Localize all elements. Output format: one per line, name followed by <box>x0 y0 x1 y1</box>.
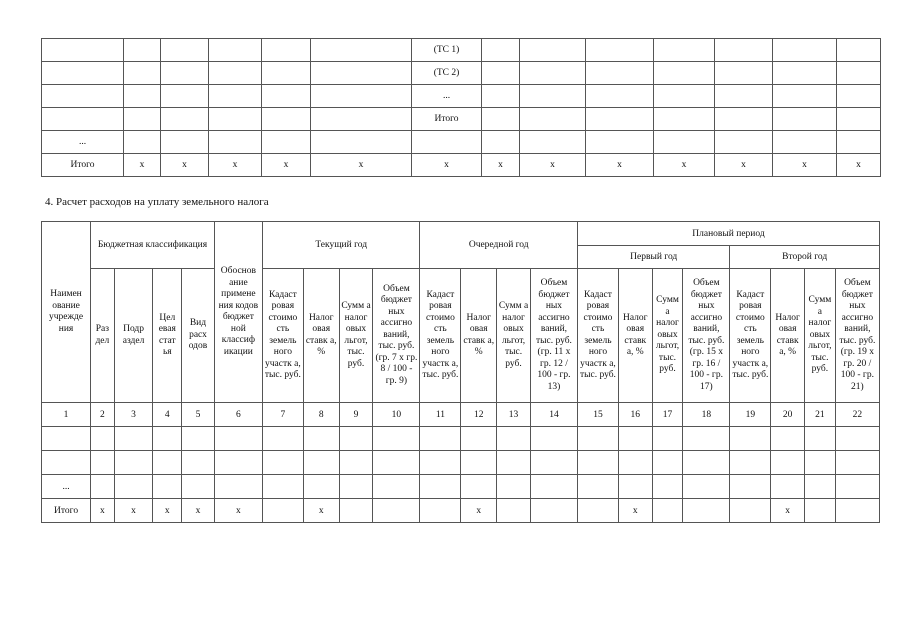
header-first-year: Первый год <box>578 246 730 269</box>
table-cell <box>482 62 520 85</box>
table-row <box>42 131 881 154</box>
table-cell: х <box>182 499 215 523</box>
table-cell <box>303 475 339 499</box>
column-number: 17 <box>652 403 683 427</box>
table-cell <box>124 131 161 154</box>
header-razdel: Раз дел <box>91 269 115 403</box>
table-cell <box>209 85 262 108</box>
table-cell <box>652 499 683 523</box>
table-cell <box>303 427 339 451</box>
table-cell <box>161 85 209 108</box>
table-cell <box>262 131 311 154</box>
header-benefits-first: Сумм а налог овых льгот, тыс. руб. <box>652 269 683 403</box>
column-number: 1 <box>42 403 91 427</box>
table-cell <box>715 108 773 131</box>
table-cell <box>214 427 262 451</box>
table-row <box>42 427 880 451</box>
table-cell <box>520 85 586 108</box>
table-cell <box>805 475 836 499</box>
table-cell <box>652 451 683 475</box>
table-cell <box>618 475 652 499</box>
column-number: 18 <box>683 403 730 427</box>
table-cell <box>124 39 161 62</box>
table-cell <box>153 475 182 499</box>
table-cell <box>773 39 837 62</box>
table-cell <box>837 85 881 108</box>
table-cell: х <box>773 154 837 177</box>
table-cell: х <box>654 154 715 177</box>
table-cell <box>214 451 262 475</box>
table-cell <box>652 427 683 451</box>
table-cell <box>262 451 303 475</box>
header-volume-next: Объем бюджет ных ассигно ваний, тыс. руб. (гр. 11 х гр. 12 / 100 - гр. 13) <box>530 269 577 403</box>
table-cell <box>311 131 412 154</box>
table-cell: х <box>715 154 773 177</box>
column-number: 9 <box>339 403 373 427</box>
column-number-row <box>42 403 880 427</box>
header-institution: Наимен ование учрежде ния <box>42 222 91 403</box>
table-cell <box>124 85 161 108</box>
table-cell <box>618 451 652 475</box>
table-cell <box>586 85 654 108</box>
table-cell: х <box>124 154 161 177</box>
table-cell: Итого <box>42 154 124 177</box>
table-cell <box>42 451 91 475</box>
table-cell <box>461 427 497 451</box>
table-cell <box>837 131 881 154</box>
table-cell <box>652 475 683 499</box>
table-cell <box>715 85 773 108</box>
table-cell <box>730 475 771 499</box>
table-cell <box>209 39 262 62</box>
table-row <box>42 39 881 62</box>
column-number: 10 <box>373 403 420 427</box>
table-cell <box>114 427 153 451</box>
column-number: 21 <box>805 403 836 427</box>
header-tax-rate-current: Налог овая ставк а, % <box>303 269 339 403</box>
table-cell <box>805 451 836 475</box>
header-volume-second: Объем бюджет ных ассигно ваний, тыс. руб. (гр. 19 х гр. 20 / 100 - гр. 21) <box>835 269 879 403</box>
table-cell <box>420 427 461 451</box>
table-cell <box>262 427 303 451</box>
table-cell <box>730 451 771 475</box>
table-cell <box>91 451 115 475</box>
table-cell <box>42 85 124 108</box>
table-cell <box>837 39 881 62</box>
column-number: 20 <box>771 403 805 427</box>
table-cell: Итого <box>42 499 91 523</box>
table-cell: х <box>771 499 805 523</box>
table-cell <box>209 62 262 85</box>
table-cell <box>618 427 652 451</box>
table-cell <box>578 451 619 475</box>
table-cell <box>114 451 153 475</box>
table-cell <box>420 499 461 523</box>
section-title: 4. Расчет расходов на уплату земельного налога <box>45 196 269 208</box>
column-number: 3 <box>114 403 153 427</box>
table-row <box>42 451 880 475</box>
table-cell <box>771 475 805 499</box>
table-cell <box>771 451 805 475</box>
table-cell: х <box>412 154 482 177</box>
table-cell <box>182 427 215 451</box>
table-cell: ... <box>42 475 91 499</box>
table-cell <box>412 131 482 154</box>
table-cell <box>654 108 715 131</box>
table-cell <box>683 475 730 499</box>
table-cell <box>530 427 577 451</box>
table-cell <box>530 475 577 499</box>
table-cell <box>482 39 520 62</box>
table-cell <box>91 427 115 451</box>
table-cell <box>497 475 531 499</box>
table-cell <box>578 499 619 523</box>
table-cell <box>182 475 215 499</box>
table-cell: х <box>520 154 586 177</box>
table-cell <box>654 39 715 62</box>
table-cell <box>715 131 773 154</box>
table-cell: х <box>262 154 311 177</box>
table-cell <box>530 499 577 523</box>
table-cell: ... <box>42 131 124 154</box>
table-cell <box>339 475 373 499</box>
table-cell <box>654 85 715 108</box>
table-cell <box>339 451 373 475</box>
table-cell <box>730 427 771 451</box>
table-cell <box>530 451 577 475</box>
table-row <box>42 154 881 177</box>
table-cell <box>805 427 836 451</box>
transport-tax-table <box>41 38 881 177</box>
table-row <box>42 85 881 108</box>
table-cell <box>837 62 881 85</box>
table-row <box>42 499 880 523</box>
table-cell <box>153 427 182 451</box>
table-cell <box>262 108 311 131</box>
table-row <box>42 108 881 131</box>
table-cell <box>482 85 520 108</box>
header-podrazdel: Подр аздел <box>114 269 153 403</box>
header-budget-classification: Бюджетная классификация <box>91 222 215 269</box>
table-cell <box>497 499 531 523</box>
table-cell <box>497 451 531 475</box>
table-cell <box>42 62 124 85</box>
table-cell <box>586 131 654 154</box>
table-cell <box>773 131 837 154</box>
table-cell <box>683 499 730 523</box>
table-cell <box>715 62 773 85</box>
header-tax-rate-first: Налог овая ставк а, % <box>618 269 652 403</box>
header-cadastral-second: Кадаст ровая стоимо сть земель ного участк а, тыс. руб. <box>730 269 771 403</box>
column-number: 13 <box>497 403 531 427</box>
column-number: 22 <box>835 403 879 427</box>
table-cell: х <box>214 499 262 523</box>
table-cell: х <box>482 154 520 177</box>
table-cell <box>91 475 115 499</box>
table-cell <box>520 39 586 62</box>
table-cell: х <box>837 154 881 177</box>
header-tax-rate-next: Налог овая ставк а, % <box>461 269 497 403</box>
column-number: 19 <box>730 403 771 427</box>
column-number: 11 <box>420 403 461 427</box>
table-cell <box>214 475 262 499</box>
table-cell <box>461 451 497 475</box>
table-cell <box>837 108 881 131</box>
table-cell <box>586 108 654 131</box>
table-cell <box>683 451 730 475</box>
table-cell <box>773 108 837 131</box>
table-cell <box>153 451 182 475</box>
table-cell <box>482 108 520 131</box>
column-number: 7 <box>262 403 303 427</box>
table-cell <box>42 108 124 131</box>
table-cell: х <box>586 154 654 177</box>
table-cell <box>654 131 715 154</box>
table-cell <box>311 108 412 131</box>
table-cell <box>578 475 619 499</box>
table-cell <box>805 499 836 523</box>
table-cell <box>835 475 879 499</box>
table-cell <box>182 451 215 475</box>
table-cell <box>520 62 586 85</box>
table-cell <box>586 39 654 62</box>
table-cell <box>262 39 311 62</box>
table-cell <box>771 427 805 451</box>
table-cell <box>124 62 161 85</box>
header-tax-rate-second: Налог овая ставк а, % <box>771 269 805 403</box>
header-next-year: Очередной год <box>420 222 578 269</box>
table-cell <box>262 475 303 499</box>
column-number: 2 <box>91 403 115 427</box>
table-row <box>42 475 880 499</box>
table-cell: х <box>209 154 262 177</box>
table-cell <box>715 39 773 62</box>
header-volume-first: Объем бюджет ных ассигно ваний, тыс. руб. (гр. 15 х гр. 16 / 100 - гр. 17) <box>683 269 730 403</box>
column-number: 14 <box>530 403 577 427</box>
table-cell: (ТС 1) <box>412 39 482 62</box>
table-cell <box>262 85 311 108</box>
header-cadastral-first: Кадаст ровая стоимо сть земель ного участк а, тыс. руб. <box>578 269 619 403</box>
table-cell <box>161 62 209 85</box>
column-number: 8 <box>303 403 339 427</box>
table-cell: х <box>311 154 412 177</box>
table-cell <box>161 39 209 62</box>
header-target-item: Цел евая стат ья <box>153 269 182 403</box>
table-cell: х <box>114 499 153 523</box>
header-justification: Обоснов ание примене ния кодов бюджет ной классиф икации <box>214 222 262 403</box>
header-benefits-second: Сумм а налог овых льгот, тыс. руб. <box>805 269 836 403</box>
table-cell <box>42 39 124 62</box>
table-cell <box>262 499 303 523</box>
header-current-year: Текущий год <box>262 222 420 269</box>
table-cell <box>461 475 497 499</box>
table-cell: х <box>618 499 652 523</box>
table-cell: Итого <box>412 108 482 131</box>
table-cell: х <box>161 154 209 177</box>
table-cell <box>586 62 654 85</box>
header-expense-type: Вид расх одов <box>182 269 215 403</box>
column-number: 12 <box>461 403 497 427</box>
table-cell <box>835 427 879 451</box>
table-cell <box>114 475 153 499</box>
table-cell <box>520 108 586 131</box>
table-cell <box>482 131 520 154</box>
land-tax-table <box>41 221 880 523</box>
table-cell <box>373 427 420 451</box>
column-number: 5 <box>182 403 215 427</box>
table-cell <box>209 108 262 131</box>
table-cell <box>497 427 531 451</box>
table-cell <box>161 131 209 154</box>
column-number: 15 <box>578 403 619 427</box>
table-row <box>42 62 881 85</box>
table-cell <box>773 85 837 108</box>
column-number: 6 <box>214 403 262 427</box>
table-cell <box>311 39 412 62</box>
header-volume-current: Объем бюджет ных ассигно ваний, тыс. руб. (гр. 7 х гр. 8 / 100 - гр. 9) <box>373 269 420 403</box>
table-cell <box>339 499 373 523</box>
table-cell <box>124 108 161 131</box>
table-cell <box>420 475 461 499</box>
table-cell: х <box>91 499 115 523</box>
table-cell <box>835 451 879 475</box>
table-cell: х <box>303 499 339 523</box>
table-cell <box>578 427 619 451</box>
table-cell <box>161 108 209 131</box>
table-cell: ... <box>412 85 482 108</box>
header-benefits-next: Сумм а налог овых льгот, тыс. руб. <box>497 269 531 403</box>
table-cell <box>730 499 771 523</box>
header-cadastral-current: Кадаст ровая стоимо сть земель ного участк а, тыс. руб. <box>262 269 303 403</box>
table-cell <box>339 427 373 451</box>
table-cell: (ТС 2) <box>412 62 482 85</box>
table-cell <box>373 475 420 499</box>
column-number: 4 <box>153 403 182 427</box>
table-cell <box>311 62 412 85</box>
table-cell <box>373 451 420 475</box>
column-number: 16 <box>618 403 652 427</box>
header-planning-period: Плановый период <box>578 222 880 246</box>
header-benefits-current: Сумм а налог овых льгот, тыс. руб. <box>339 269 373 403</box>
table-cell <box>373 499 420 523</box>
table-cell <box>654 62 715 85</box>
table-cell <box>420 451 461 475</box>
table-cell: х <box>461 499 497 523</box>
table-cell <box>683 427 730 451</box>
table-cell <box>42 427 91 451</box>
table-cell <box>835 499 879 523</box>
table-cell <box>773 62 837 85</box>
table-cell <box>311 85 412 108</box>
table-cell <box>262 62 311 85</box>
table-cell <box>209 131 262 154</box>
header-cadastral-next: Кадаст ровая стоимо сть земель ного участк а, тыс. руб. <box>420 269 461 403</box>
header-second-year: Второй год <box>730 246 880 269</box>
table-cell <box>303 451 339 475</box>
table-cell <box>520 131 586 154</box>
table-cell: х <box>153 499 182 523</box>
